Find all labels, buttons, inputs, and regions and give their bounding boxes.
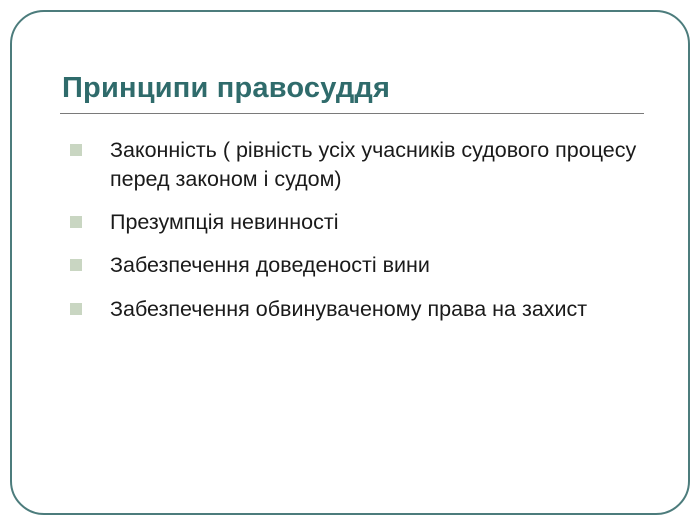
page-title: Принципи правосуддя: [62, 72, 391, 104]
list-item-label: Забезпечення обвинуваченому права на захист: [110, 296, 588, 321]
square-bullet-icon: [70, 144, 82, 156]
list-item-label: Законність ( рівність усіх учасників судового процесу перед законом і судом): [110, 138, 637, 191]
square-bullet-icon: [70, 216, 82, 228]
bullet-list: [58, 136, 648, 323]
list-item: [58, 251, 648, 279]
square-bullet-icon: [70, 259, 82, 271]
list-item-label: Забезпечення доведеності вини: [110, 253, 430, 278]
title-divider: [60, 113, 644, 114]
list-item: [58, 208, 648, 236]
list-item: [58, 295, 648, 323]
list-item: [58, 136, 648, 193]
slide-content: [58, 72, 648, 323]
list-item-label: Презумпція невинності: [110, 210, 339, 235]
square-bullet-icon: [70, 303, 82, 315]
